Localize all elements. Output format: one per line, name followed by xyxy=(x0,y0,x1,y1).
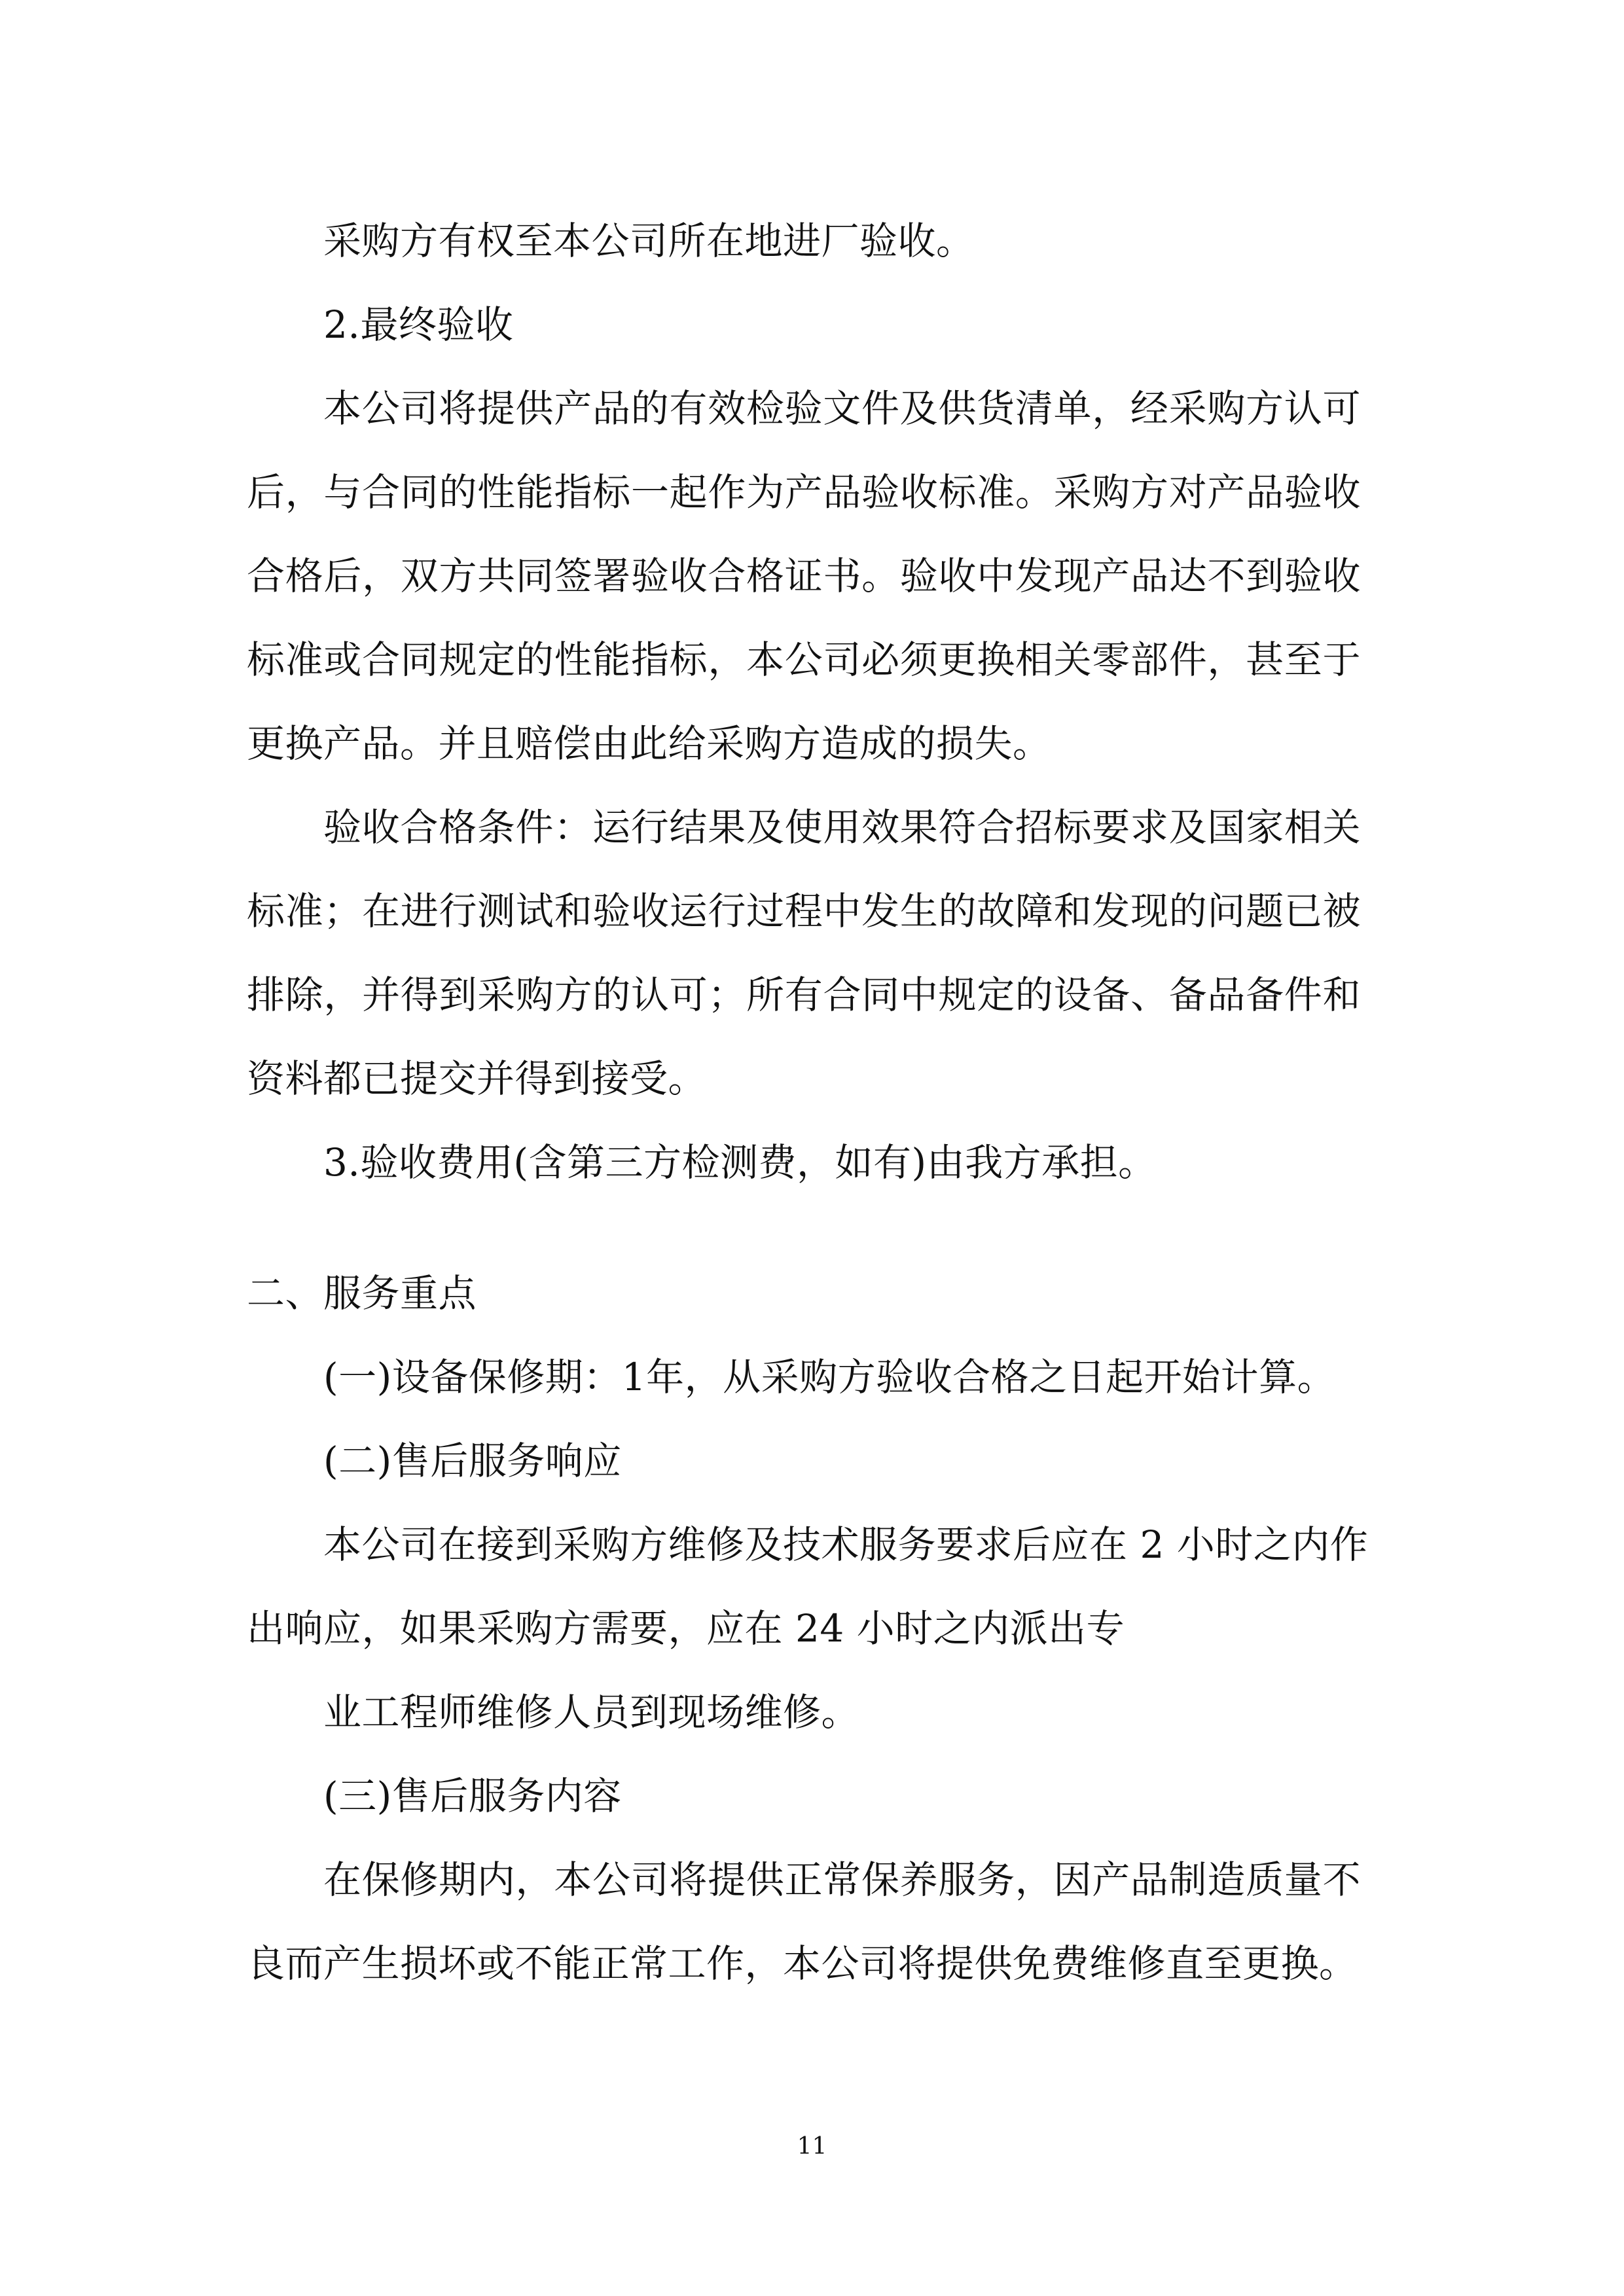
text-line-1: 采购方有权至本公司所在地进厂验收。 xyxy=(323,219,975,263)
text-line-5: 合格后，双方共同签署验收合格证书。验收中发现产品达不到验收 xyxy=(247,554,1361,598)
text-line-11: 资料都已提交并得到接受。 xyxy=(247,1056,707,1101)
text-line-8: 验收合格条件：运行结果及使用效果符合招标要求及国家相关 xyxy=(323,805,1361,850)
text-line-7: 更换产品。并且赔偿由此给采购方造成的损失。 xyxy=(247,721,1051,766)
text-line-3: 本公司将提供产品的有效检验文件及供货清单，经采购方认可 xyxy=(323,386,1361,431)
text-line-18: 业工程师维修人员到现场维修。 xyxy=(323,1690,860,1734)
text-line-9: 标准；在进行测试和验收运行过程中发生的故障和发现的问题已被 xyxy=(247,889,1361,933)
subheading-after-sales-content: (三)售后服务内容 xyxy=(323,1774,622,1818)
section-heading-service-focus: 二、服务重点 xyxy=(247,1271,477,1316)
text-line-12: 3.验收费用(含第三方检测费，如有)由我方承担。 xyxy=(323,1140,1157,1185)
text-line-6: 标准或合同规定的性能指标，本公司必须更换相关零部件，甚至于 xyxy=(247,637,1361,682)
text-line-21: 良而产生损坏或不能正常工作，本公司将提供免费维修直至更换。 xyxy=(247,1941,1358,1986)
text-line-17: 出响应，如果采购方需要，应在 24 小时之内派出专 xyxy=(247,1606,1125,1651)
page-number: 11 xyxy=(797,2133,827,2160)
text-line-20: 在保修期内，本公司将提供正常保养服务，因产品制造质量不 xyxy=(323,1857,1361,1902)
text-line-4: 后，与合同的性能指标一起作为产品验收标准。采购方对产品验收 xyxy=(247,470,1361,514)
text-line-14: (一)设备保修期：1年，从采购方验收合格之日起开始计算。 xyxy=(323,1355,1336,1399)
text-line-16: 本公司在接到采购方维修及技术服务要求后应在 2 小时之内作 xyxy=(323,1522,1369,1567)
section-heading-final-acceptance: 2.最终验收 xyxy=(323,302,514,347)
text-line-10: 排除，并得到采购方的认可；所有合同中规定的设备、备品备件和 xyxy=(247,973,1361,1017)
subheading-after-sales-response: (二)售后服务响应 xyxy=(323,1439,622,1483)
